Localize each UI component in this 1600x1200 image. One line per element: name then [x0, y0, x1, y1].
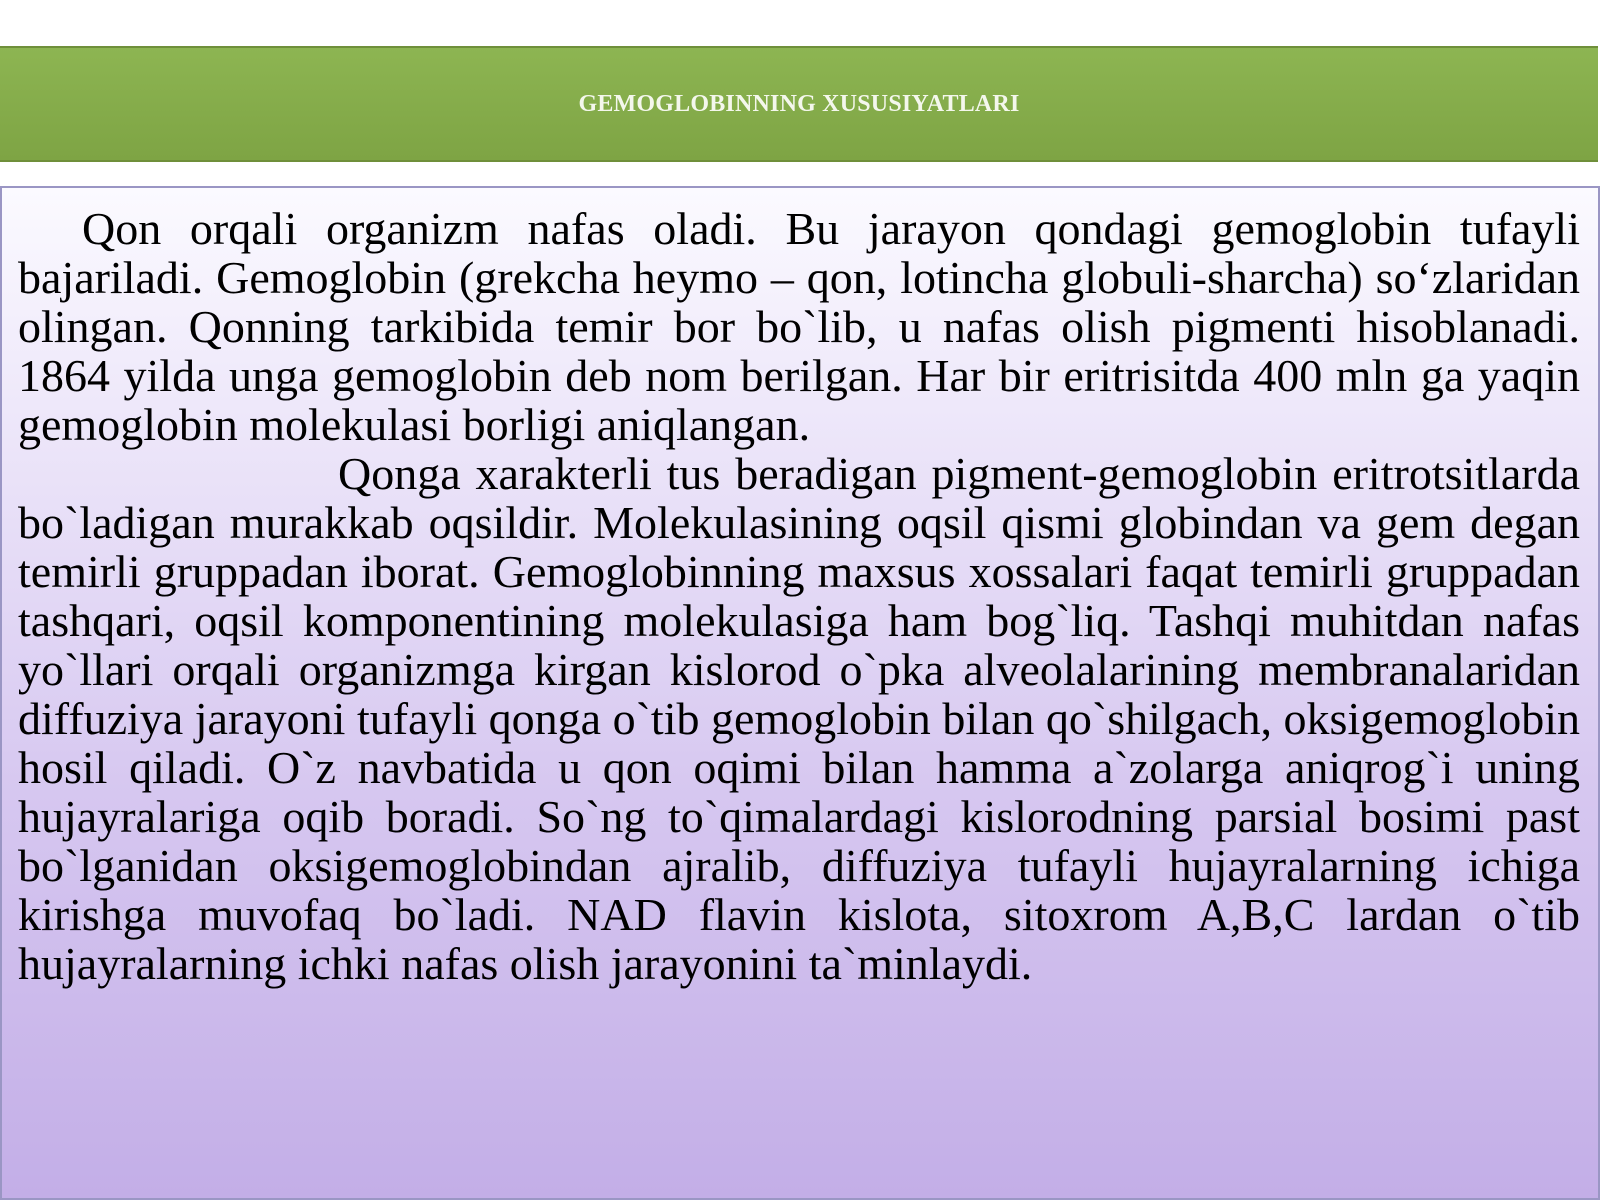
- paragraph-1: Qon orqali organizm nafas oladi. Bu jarayon qondagi gemoglobin tufayli bajariladi. Gemoglobin (grekcha heymo – qon, lotincha globuli-sharcha) so‘zlaridan olingan. Qonning tarkibida temir bor bo`lib, u nafas olish pigmenti hisoblanadi. 1864 yilda unga gemoglobin deb nom berilgan. Har bir eritrisitda 400 mln ga yaqin gemoglobin molekulasi borligi aniqlangan.: [18, 203, 1580, 450]
- content-box: [0, 186, 1600, 1200]
- slide-title: GEMOGLOBINNING XUSUSIYATLARI: [578, 90, 1020, 117]
- paragraph-2: Qonga xarakterli tus beradigan pigment-gemoglobin eritrotsitlarda bo`ladigan murakkab oqsildir. Molekulasining oqsil qismi globindan va gem degan temirli gruppadan iborat. Gemoglobinning maxsus xossalari faqat temirli gruppadan tashqari, oqsil komponentining molekulasiga ham bog`liq. Tashqi muhitdan nafas yo`llari orqali organizmga kirgan kislorod o`pka alveolalarining membranalaridan diffuziya jarayoni tufayli qonga o`tib gemoglobin bilan qo`shilgach, oksigemoglobin hosil qiladi. O`z navbatida u qon oqimi bilan hamma a`zolarga aniqrog`i uning hujayralariga oqib boradi. So`ng to`qimalardagi kislorodning parsial bosimi past bo`lganidan oksigemoglobindan ajralib, diffuziya tufayli hujayralarning ichiga kirishga muvofaq bo`ladi. NAD flavin kislota, sitoxrom A,B,C lardan o`tib hujayralarning ichki nafas olish jarayonini ta`minlaydi.: [18, 448, 1580, 989]
- title-bar: [0, 46, 1598, 162]
